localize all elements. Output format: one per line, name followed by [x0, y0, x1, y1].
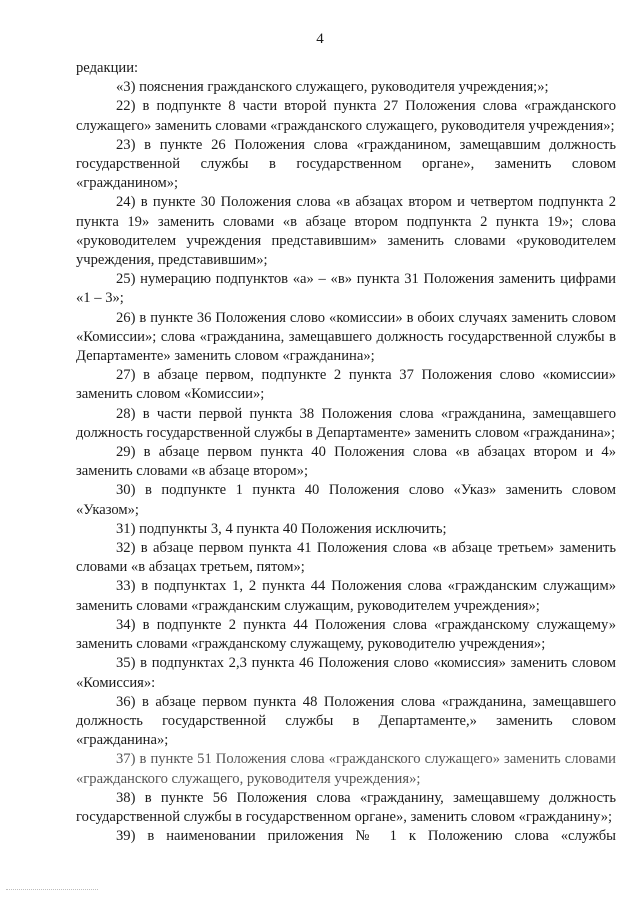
paragraph: 38) в пункте 56 Положения слова «гражданину, замещавшему должность государственной службы в государственном органе», заменить словом «гражданину»;: [76, 789, 616, 825]
scan-artifact: [6, 889, 98, 891]
paragraph: 26) в пункте 36 Положения слово «комиссии» в обоих случаях заменить словом «Комиссии»; слова «гражданина, замещавшего должность государственной службы в Департаменте» заменить словом «гражданина»;: [76, 309, 616, 365]
paragraph: 24) в пункте 30 Положения слова «в абзацах втором и четвертом подпункта 2 пункта 19» заменить словами «в абзаце втором подпункта 2 пункта 19»; слова «руководителем учреждения представившим» заменить словами «руководителем учреждения, представившим»;: [76, 194, 616, 269]
paragraph: 23) в пункте 26 Положения слова «гражданином, замещавшим должность государственной службы в государственном органе», заменить словом «гражданином»;: [76, 136, 616, 192]
paragraph: 27) в абзаце первом, подпункте 2 пункта 37 Положения слово «комиссии» заменить словом «Комиссии»;: [76, 367, 616, 403]
paragraph: 28) в части первой пункта 38 Положения слова «гражданина, замещавшего должность государственной службы в Департаменте» заменить словом «гражданина»;: [76, 405, 616, 441]
paragraph: 29) в абзаце первом пункта 40 Положения слова «в абзацах втором и 4» заменить словами «в абзаце втором»;: [76, 444, 616, 480]
paragraph: 33) в подпунктах 1, 2 пункта 44 Положения слова «гражданским служащим» заменить словами «гражданским служащим, руководителем учреждения»;: [76, 578, 616, 614]
paragraph: 35) в подпунктах 2,3 пункта 46 Положения слово «комиссия» заменить словом «Комиссия»:: [76, 655, 616, 691]
paragraph: 36) в абзаце первом пункта 48 Положения слова «гражданина, замещавшего должность государственной службы в Департаменте,» заменить словом «гражданина»;: [76, 693, 616, 749]
paragraph: 34) в подпункте 2 пункта 44 Положения слова «гражданскому служащему» заменить словами «гражданскому служащему, руководителю учреждения»;: [76, 616, 616, 653]
paragraph: 32) в абзаце первом пункта 41 Положения слова «в абзаце третьем» заменить словами «в абзацах третьем, пятом»;: [76, 540, 616, 576]
paragraph: 22) в подпункте 8 части второй пункта 27 Положения слова «гражданского служащего» заменить словами «гражданского служащего, руководителя учреждения»;: [76, 98, 616, 134]
document-body: [76, 59, 616, 846]
paragraph: 39) в наименовании приложения № 1 к Положению слова «службы: [116, 828, 616, 845]
page-number: 4: [316, 31, 324, 47]
paragraph: 25) нумерацию подпунктов «а» – «в» пункта 31 Положения заменить цифрами «1 – 3»;: [76, 271, 616, 307]
paragraph: редакции:: [76, 60, 139, 76]
paragraph: «3) пояснения гражданского служащего, руководителя учреждения;»;: [116, 79, 549, 96]
paragraph: 30) в подпункте 1 пункта 40 Положения слово «Указ» заменить словом «Указом»;: [76, 482, 616, 518]
paragraph: 37) в пункте 51 Положения слова «гражданского служащего» заменить словами «гражданского служащего, руководителя учреждения»;: [76, 751, 616, 787]
paragraph: 31) подпункты 3, 4 пункта 40 Положения исключить;: [116, 520, 447, 537]
